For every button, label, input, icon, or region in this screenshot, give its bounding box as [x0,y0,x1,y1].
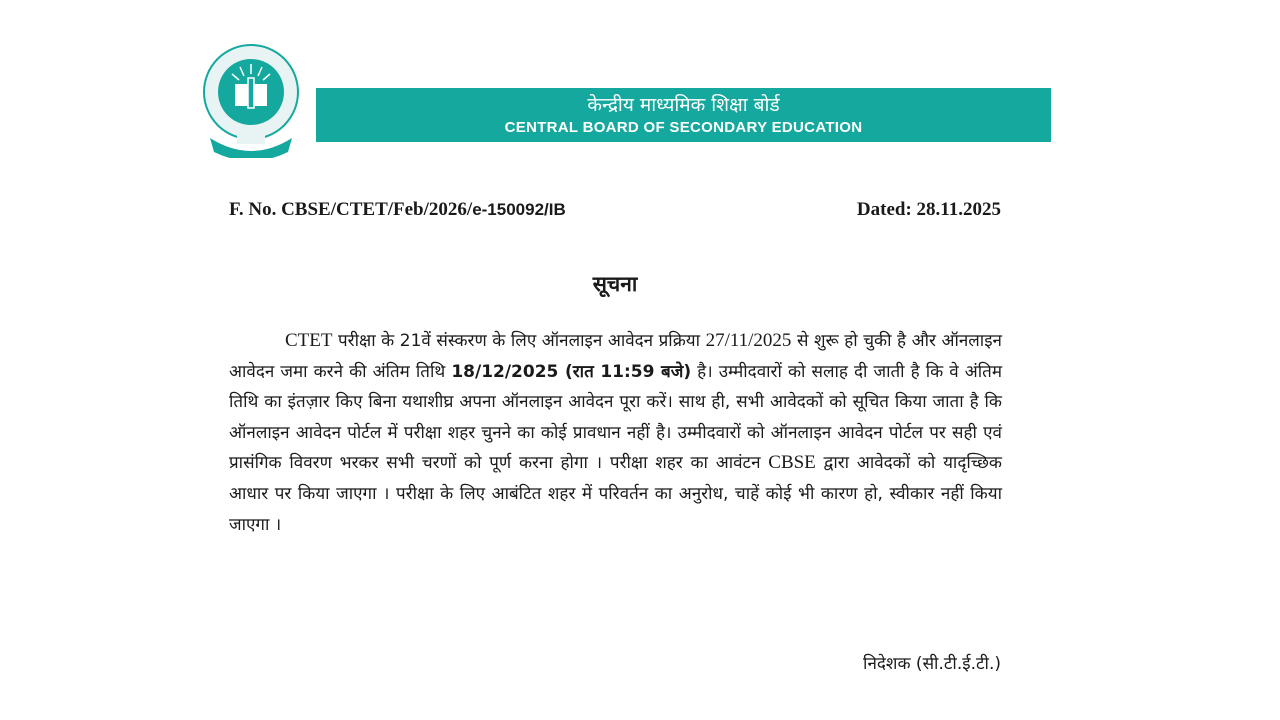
text-ctet: CTET [285,330,333,351]
notice-body [229,326,1002,540]
cbse-logo [202,40,300,158]
board-name-banner [316,88,1051,142]
board-name-english: CENTRAL BOARD OF SECONDARY EDUCATION [504,119,863,136]
text-segment: से शुरू हो चुकी है और ऑनलाइन आवेदन जमा करने की अंतिम तिथि [229,331,1002,382]
text-segment: परीक्षा के 21वें संस्करण के लिए ऑनलाइन आवेदन प्रक्रिया [332,331,706,351]
text-segment: है। उम्मीदवारों को सलाह दी जाती है कि वे अंतिम तिथि का इंतज़ार किए बिना यथाशीघ्र अपना ऑनलाइन आवेदन पूरा करें। साथ ही, सभी आवेदकों को सूचित किया जाता है कि ऑनलाइन आवेदन पोर्टल में परीक्षा शहर चुनने का कोई प्रावधान नहीं है। उम्मीदवारों को ऑनलाइन आवेदन पोर्टल पर सही एवं प्रासंगिक विवरण भरकर सभी चरणों को पूर्ण करना होगा । परीक्षा शहर का आवंटन [229,361,1002,474]
file-number-prefix: F. No. CBSE/CTET/Feb/2026/ [229,199,473,220]
signatory: निदेशक (सी.टी.ई.टी.) [863,654,1001,674]
text-cbse: CBSE [768,452,816,474]
file-number [229,199,566,221]
cbse-emblem-icon [202,40,300,158]
board-name-hindi: केन्द्रीय माध्यमिक शिक्षा बोर्ड [587,94,780,116]
text-segment: द्वारा आवेदकों को यादृच्छिक आधार पर किया जाएगा । परीक्षा के लिए आबंटित शहर में परिवर्तन का अनुरोध, चाहें कोई भी कारण हो, स्वीकार नहीं किया जाएगा । [229,453,1002,535]
file-number-suffix: e-150092/IB [472,200,566,219]
start-date: 27/11/2025 [705,330,792,351]
last-date: 18/12/2025 (रात 11:59 बजे) [451,361,692,382]
notice-date: Dated: 28.11.2025 [856,199,1001,220]
notice-title: सूचना [592,272,638,296]
